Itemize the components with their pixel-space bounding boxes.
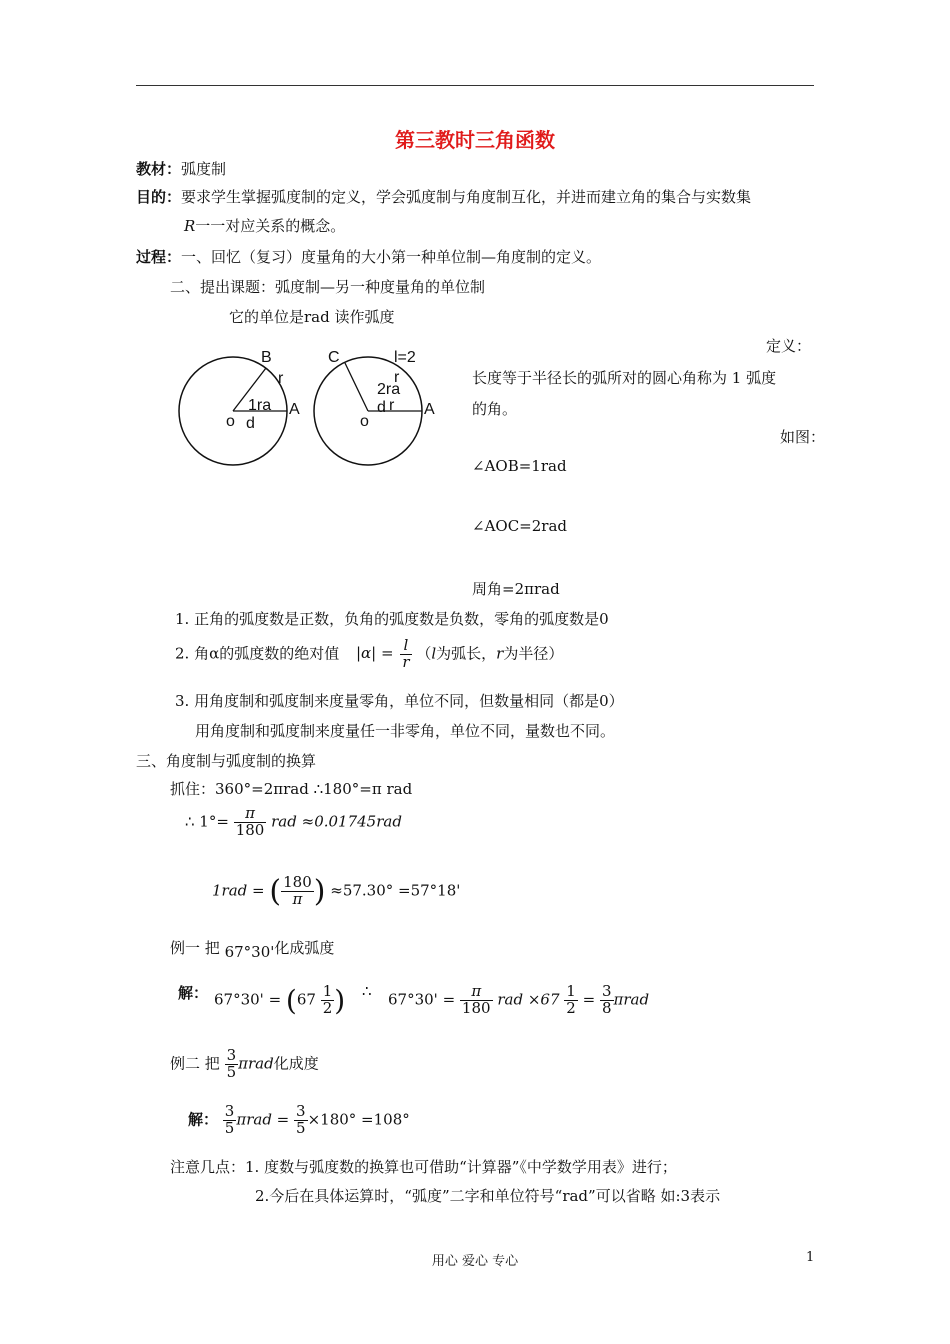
footer-motto: 用心 爱心 专心 (431, 1254, 519, 1269)
label-right-d: d (377, 399, 386, 416)
sol1-c: 67°30' = (388, 990, 456, 1009)
ex2-three-fifths (225, 1048, 239, 1081)
sol1-d: rad ×67 (497, 990, 560, 1009)
goal-text-2: 一一对应关系的概念。 (195, 217, 346, 235)
note-2-end: 为半径） (503, 644, 564, 663)
definition-label: 定义： (766, 337, 812, 355)
ex1-label: 例一 把 (170, 939, 220, 957)
label-right-r2: r (389, 397, 395, 414)
fraction-numerator: l (400, 638, 411, 655)
header-rule (136, 85, 814, 86)
sol1-f-num: 3 (601, 982, 612, 1000)
ex2-den: 5 (226, 1062, 237, 1081)
eq1-post: rad ≈0.01745rad (271, 812, 402, 831)
sol2-a: πrad = (236, 1110, 290, 1129)
aoc-equation: ∠AOC=2rad (472, 517, 568, 535)
sol1-f (600, 984, 614, 1017)
label-right-r1: r (394, 369, 400, 386)
sol1-e (564, 984, 578, 1017)
ex1-end: 化成弧度 (274, 939, 335, 957)
note-2-mid: 为弧长， (436, 644, 497, 663)
right-circle-diagram (314, 349, 435, 465)
label-B: B (261, 349, 272, 366)
sol1-pi-180 (460, 984, 493, 1017)
sol1-half (321, 984, 335, 1017)
note-2 (175, 638, 563, 671)
sol1-label: 解： (178, 984, 209, 1002)
label-C: C (328, 349, 340, 366)
ex2-label: 例二 把 (170, 1054, 220, 1073)
process-label: 过程： (136, 248, 182, 266)
sol2-num2: 3 (296, 1102, 306, 1120)
sol1-num: 1 (322, 982, 333, 1001)
process-line (136, 246, 601, 267)
solution-2 (188, 1104, 410, 1137)
ex2-end: 化成度 (273, 1054, 319, 1073)
180-over-pi (281, 875, 314, 908)
sol2-num: 3 (224, 1102, 235, 1120)
goal-line2 (184, 215, 345, 236)
page-title: 第三教时三角函数 (395, 128, 555, 152)
section3-heading: 三、角度制与弧度制的换算 (136, 752, 317, 770)
example-1 (170, 937, 335, 961)
l-over-r-fraction (400, 638, 411, 671)
sol2-frac1 (223, 1104, 237, 1137)
example-2 (170, 1048, 319, 1081)
solution-1-label (178, 982, 208, 1003)
label-right-o: o (360, 413, 369, 430)
sol1-pi: π (460, 984, 493, 1001)
material-text: 弧度制 (181, 160, 227, 178)
sol2-label: 解： (188, 1110, 219, 1129)
label-left-r: r (278, 370, 284, 387)
material-line (136, 158, 226, 179)
eq1-num: π (234, 806, 267, 823)
label-left-o: o (226, 413, 235, 430)
label-left-A: A (289, 401, 300, 418)
sol1-180: 180 (461, 998, 491, 1017)
sol2-frac2 (294, 1104, 308, 1137)
sol1-a: 67°30' = (214, 990, 282, 1009)
solution-1-left: 67°30' = (67 $\frac{1}{2}$ ) (214, 982, 346, 1017)
fraction-denominator: r (402, 652, 410, 671)
label-right-A: A (424, 401, 435, 418)
eq2-post: ≈57.30° =57°18' (330, 881, 461, 900)
process-text: 一、回忆（复习）度量角的大小第一种单位制—角度制的定义。 (181, 248, 602, 266)
one-rad-equation: 1rad = ( $\frac{180}{\pi}$ ) ≈57.30° =57°18' (212, 873, 461, 909)
sol2-den: 5 (224, 1118, 235, 1137)
sol1-den: 2 (322, 999, 333, 1017)
section2-heading: 二、提出课题：弧度制—另一种度量角的单位制 (170, 278, 486, 296)
goal-label: 目的： (136, 188, 182, 206)
sol1-e-den: 2 (566, 998, 576, 1017)
unit-line: 它的单位是rad 读作弧度 (229, 308, 395, 326)
definition-line1: 长度等于半径长的弧所对的圆心角称为 1 弧度 (472, 369, 777, 387)
eq1-pre: ∴ 1°= (185, 812, 229, 831)
goal-symbol: R (184, 217, 196, 235)
note-2-text: 2. 角α的弧度数的绝对值 (175, 644, 340, 663)
eq2-den: π (292, 890, 303, 908)
eq2-pre: 1rad = (212, 881, 265, 900)
note-3: 3. 用角度制和弧度制来度量零角，单位不同，但数量相同（都是0） (175, 692, 624, 710)
label-left-d: d (246, 415, 255, 432)
sol1-b: 67 (296, 990, 316, 1009)
attention-line2: 2.今后在具体运算时，“弧度”二字和单位符号“rad”可以省略 如:3表示 (255, 1187, 721, 1205)
sol1-g: πrad (613, 990, 650, 1009)
ex2-mid: πrad (238, 1054, 274, 1073)
abs-alpha: |α| = (356, 644, 394, 663)
grasp-line: 抓住：360°=2πrad ∴180°=π rad (170, 780, 413, 798)
ex2-num: 3 (226, 1046, 237, 1064)
therefore-symbol: ∴ (362, 982, 372, 1000)
attention-line1: 注意几点：1. 度数与弧度数的换算也可借助“计算器”《中学数学用表》进行； (170, 1158, 677, 1176)
left-circle-diagram (179, 349, 300, 465)
aob-equation: ∠AOB=1rad (472, 457, 567, 475)
sol1-f-den: 8 (601, 998, 612, 1017)
note-2-r: r (496, 644, 504, 663)
note-1: 1. 正角的弧度数是正数，负角的弧度数是负数，零角的弧度数是0 (175, 610, 609, 628)
one-degree-equation (185, 806, 402, 839)
as-figure-label: 如图： (780, 428, 826, 446)
goal-text: 要求学生掌握弧度制的定义，学会弧度制与角度制互化，并进而建立角的集合与实数集 (181, 188, 752, 206)
full-angle-equation: 周角=2πrad (472, 580, 560, 598)
label-1ra: 1ra (248, 397, 272, 414)
definition-line2: 的角。 (472, 400, 518, 418)
sol2-den2: 5 (296, 1118, 306, 1137)
radian-figure (170, 340, 460, 480)
right-radius-oc (345, 363, 368, 411)
note-2-paren: （ (416, 644, 432, 663)
note-3b: 用角度制和弧度制来度量任一非零角，单位不同，量数也不同。 (195, 722, 616, 740)
sol1-eq: = (582, 990, 596, 1009)
label-2ra: 2ra (377, 381, 401, 398)
pi-over-180 (234, 806, 267, 839)
page-number: 1 (806, 1250, 815, 1265)
goal-line1 (136, 186, 751, 207)
sol2-b: ×180° =108° (307, 1110, 410, 1129)
label-l2: l=2 (394, 349, 416, 366)
note-2-l: l (431, 644, 437, 663)
eq2-num: 180 (283, 873, 312, 892)
material-label: 教材： (136, 160, 182, 178)
sol1-e-num: 1 (566, 982, 576, 1000)
ex1-value: 67°30' (224, 943, 275, 961)
solution-1-right (388, 984, 649, 1017)
eq1-den: 180 (235, 820, 265, 839)
